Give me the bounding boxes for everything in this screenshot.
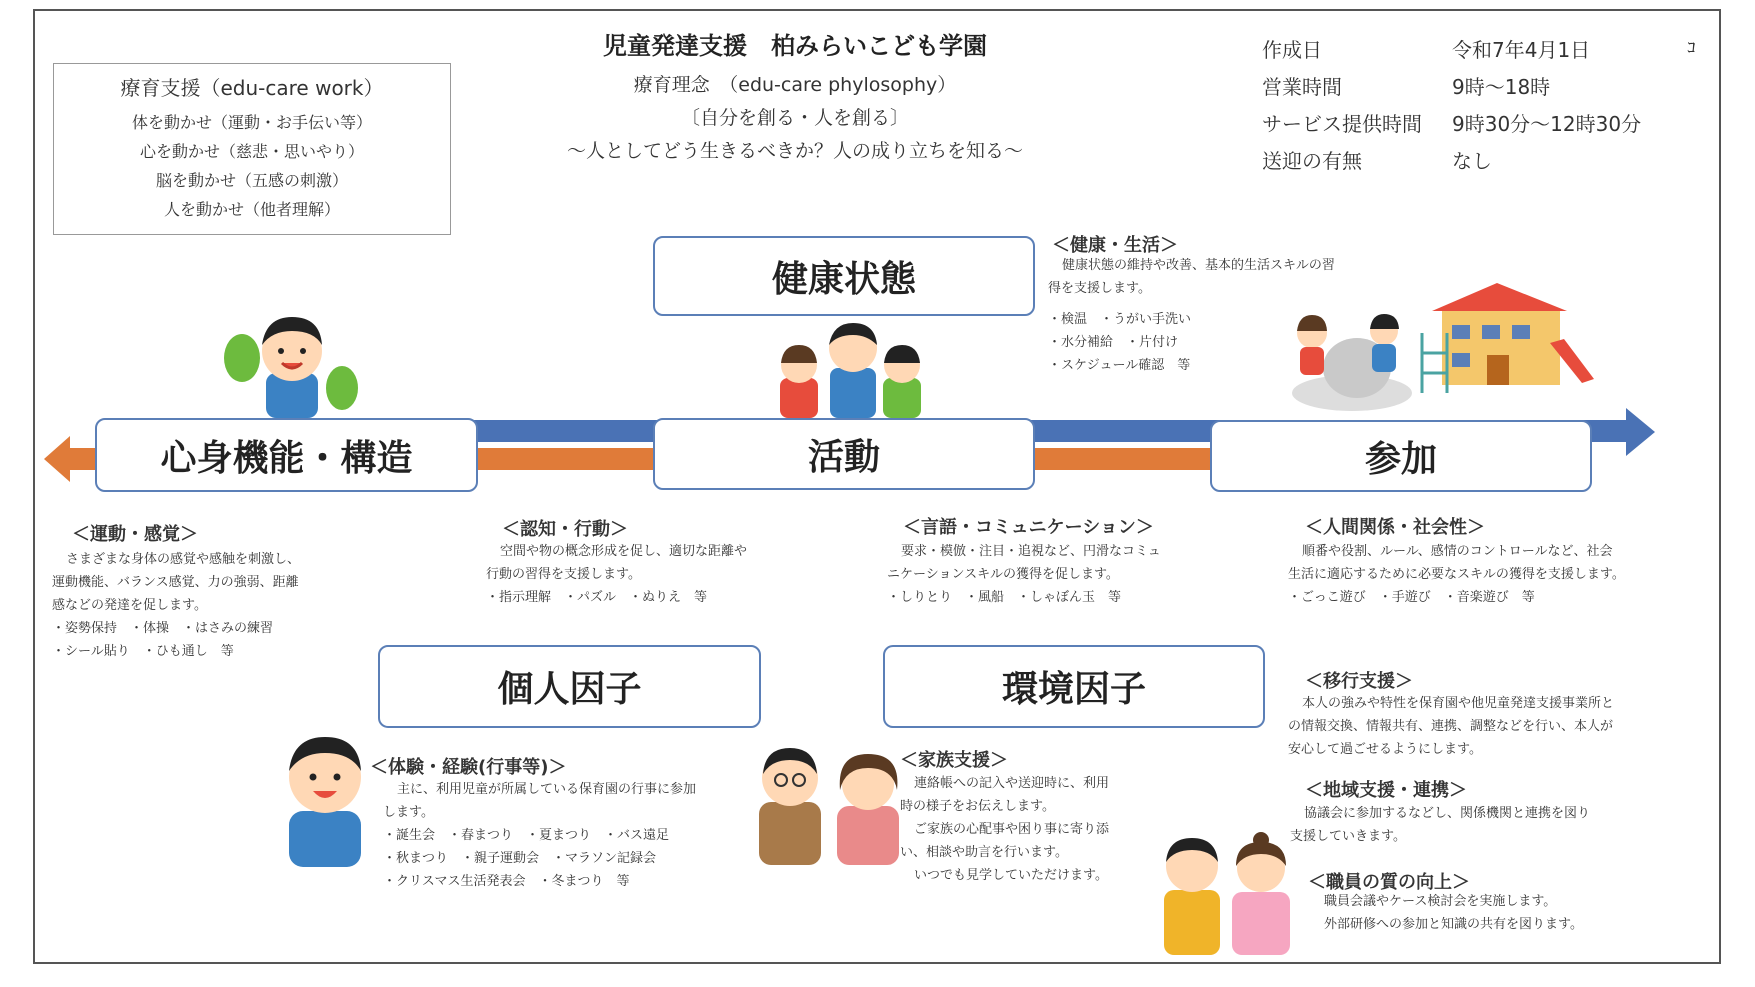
orange-arrow-head bbox=[44, 436, 70, 482]
page-title: 児童発達支援 柏みらいこども学園 bbox=[603, 32, 987, 60]
info-label-transport: 送迎の有無 bbox=[1262, 149, 1362, 173]
motor-heading: ＜運動・感覚＞ bbox=[72, 524, 198, 545]
edu-care-title: 療育支援（edu-care work） bbox=[120, 76, 384, 100]
info-value-hours: 9時～18時 bbox=[1452, 75, 1551, 99]
smiling-boy-icon bbox=[275, 727, 375, 867]
three-children-icon bbox=[775, 313, 925, 418]
info-label-created: 作成日 bbox=[1262, 38, 1322, 62]
parents-icon bbox=[755, 740, 905, 865]
health-text: 健康状態の維持や改善、基本的生活スキルの習 得を支援します。 ・検温 ・うがい手洗い ・水分補給 ・片付け ・スケジュール確認 等 bbox=[1048, 258, 1335, 373]
family-text: 連絡帳への記入や送迎時に、利用 時の様子をお伝えします。 ご家族の心配事や困り事に寄り添 い、相談や助言を行います。 いつでも見学していただけます。 bbox=[900, 776, 1110, 883]
transition-text: 本人の強みや特性を保育園や他児童発達支援事業所と の情報交換、情報共有、連携、調整などを行い、本人が 安心して過ごせるようにします。 bbox=[1288, 696, 1615, 757]
boy-holding-green-icon bbox=[222, 303, 362, 418]
transition-heading: ＜移行支援＞ bbox=[1305, 671, 1413, 692]
edu-care-item: 心を動かせ（慈悲・思いやり） bbox=[139, 142, 364, 161]
social-heading: ＜人間関係・社会性＞ bbox=[1305, 517, 1485, 538]
playground-school-icon bbox=[1282, 283, 1602, 418]
philosophy-line-2: ～人としてどう生きるべきか？人の成り立ちを知る～ bbox=[566, 140, 1023, 162]
motor-text: さまざまな身体の感覚や感触を刺激し、 運動機能、バランス感覚、力の強弱、距離 感などの発達を促します。 ・姿勢保持 ・体操 ・はさみの練習 ・シール貼り ・ひも通し 等 bbox=[52, 552, 301, 659]
blue-arrow-head bbox=[1626, 408, 1655, 456]
health-heading: ＜健康・生活＞ bbox=[1052, 235, 1178, 256]
social-text: 順番や役割、ルール、感情のコントロールなど、社会 生活に適応するために必要なスキルの獲得を支援します。 ・ごっこ遊び ・手遊び ・音楽遊び 等 bbox=[1288, 544, 1625, 605]
corner-mark: ｺ bbox=[1687, 38, 1696, 59]
cognition-heading: ＜認知・行動＞ bbox=[502, 519, 628, 540]
node-activity: 活動 bbox=[653, 418, 1035, 490]
staff-couple-icon bbox=[1160, 830, 1295, 955]
staff-text: 職員会議やケース検討会を実施します。 外部研修への参加と知識の共有を図ります。 bbox=[1324, 894, 1583, 932]
experience-heading: ＜体験・経験(行事等)＞ bbox=[370, 757, 567, 778]
staff-heading: ＜職員の質の向上＞ bbox=[1308, 872, 1470, 893]
node-participation: 参加 bbox=[1210, 420, 1592, 492]
language-text: 要求・模倣・注目・追視など、円滑なコミュ ニケーションスキルの獲得を促します。 ・しりとり ・風船 ・しゃぼん玉 等 bbox=[887, 544, 1161, 605]
info-label-service-time: サービス提供時間 bbox=[1262, 112, 1422, 136]
experience-text: 主に、利用児童が所属している保育園の行事に参加 します。 ・誕生会 ・春まつり ・夏まつり ・バス遠足 ・秋まつり ・親子運動会 ・マラソン記録会 ・クリスマス生活発表会 ・冬まつり 等 bbox=[383, 782, 697, 889]
info-label-hours: 営業時間 bbox=[1262, 75, 1342, 99]
cognition-text: 空間や物の概念形成を促し、適切な距離や 行動の習得を支援します。 ・指示理解 ・パズル ・ぬりえ 等 bbox=[486, 544, 748, 605]
community-text: 協議会に参加するなどし、関係機関と連携を図り 支援していきます。 bbox=[1290, 806, 1591, 844]
info-value-service-time: 9時30分～12時30分 bbox=[1452, 112, 1642, 136]
language-heading: ＜言語・コミュニケーション＞ bbox=[903, 517, 1154, 538]
edu-care-item: 人を動かせ（他者理解） bbox=[163, 200, 340, 219]
info-value-created: 令和7年4月1日 bbox=[1452, 38, 1591, 62]
edu-care-item: 体を動かせ（運動・お手伝い等） bbox=[131, 113, 372, 132]
philosophy-title: 療育理念 （edu-care phylosophy） bbox=[633, 74, 957, 96]
family-heading: ＜家族支援＞ bbox=[900, 750, 1008, 771]
philosophy-line-1: 〔自分を創る・人を創る〕 bbox=[680, 107, 909, 129]
edu-care-item: 脳を動かせ（五感の刺激） bbox=[155, 171, 348, 190]
node-body-function: 心身機能・構造 bbox=[95, 418, 478, 492]
node-personal-factors: 個人因子 bbox=[378, 645, 761, 728]
node-environmental-factors: 環境因子 bbox=[883, 645, 1265, 728]
node-health: 健康状態 bbox=[653, 236, 1035, 316]
community-heading: ＜地域支援・連携＞ bbox=[1305, 780, 1467, 801]
info-value-transport: なし bbox=[1452, 149, 1492, 173]
